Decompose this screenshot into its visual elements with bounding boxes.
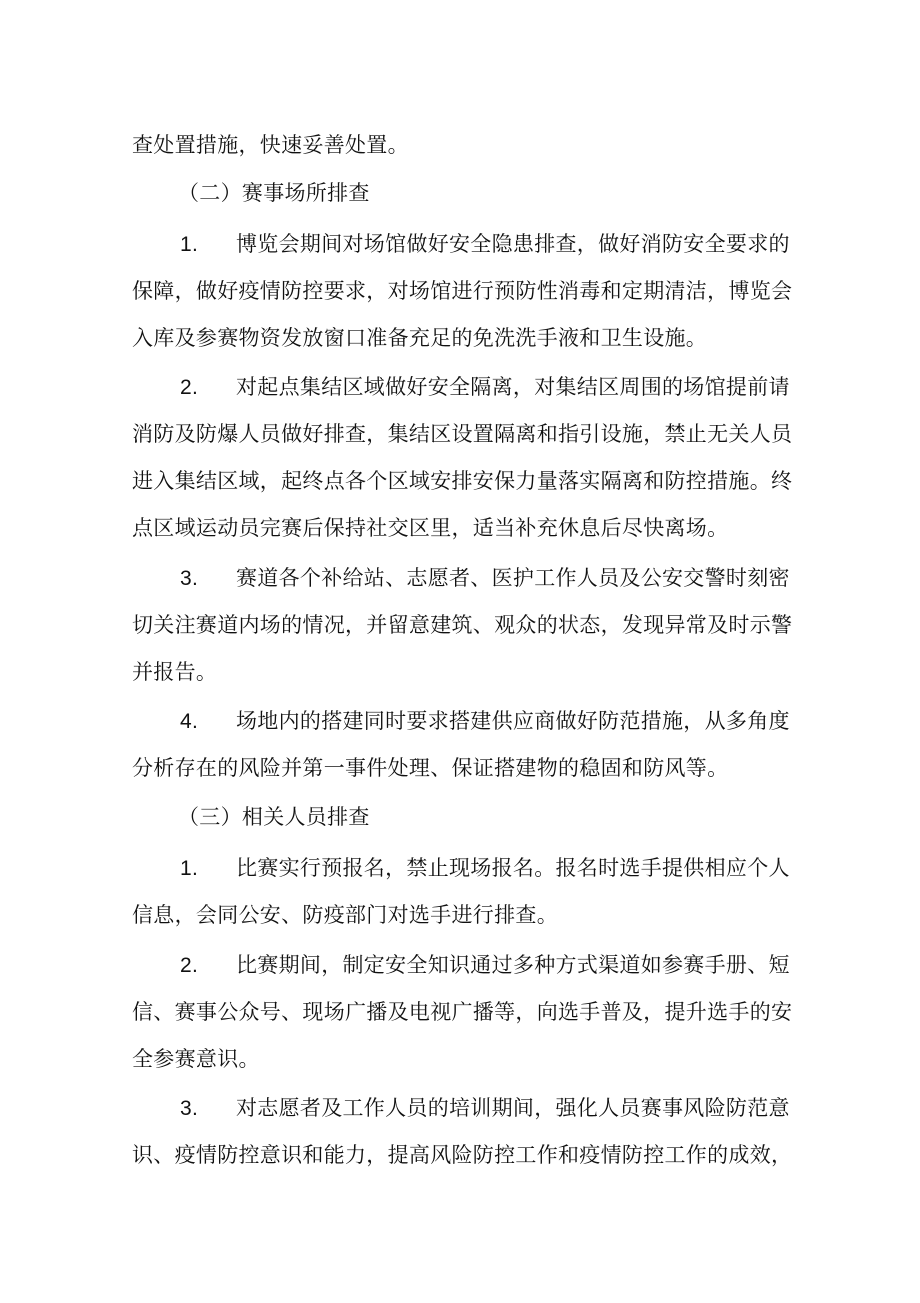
list-item-text-line: 入库及参赛物资发放窗口准备充足的免洗洗手液和卫生设施。 — [132, 326, 708, 350]
list-item-first-line — [180, 372, 790, 403]
list-item-text-line: 信息，会同公安、防疫部门对选手进行排查。 — [132, 903, 558, 927]
list-item-first-line — [180, 1093, 790, 1124]
list-item-text-line: 切关注赛道内场的情况，并留意建筑、观众的状态，发现异常及时示警 — [132, 613, 793, 637]
list-item-text: 场地内的搭建同时要求搭建供应商做好防范措施，从多角度 — [236, 709, 790, 733]
list-item-text-line: 分析存在的风险并第一事件处理、保证搭建物的稳固和防风等。 — [132, 756, 729, 780]
list-item-number: 3. — [180, 567, 199, 590]
list-item-text-line: 进入集结区域，起终点各个区域安排安保力量落实隔离和防控措施。终 — [132, 469, 793, 493]
list-item-number: 4. — [180, 710, 199, 733]
list-item-text-line: 保障，做好疫情防控要求，对场馆进行预防性消毒和定期清洁，博览会 — [132, 279, 793, 303]
section-heading-personnel-inspection: （三）相关人员排查 — [178, 805, 370, 829]
list-item-number: 1. — [180, 233, 199, 256]
list-item-first-line — [180, 229, 790, 260]
list-item-text-line: 并报告。 — [132, 660, 218, 684]
list-item-text-line: 消防及防爆人员做好排查，集结区设置隔离和指引设施，禁止无关人员 — [132, 422, 793, 446]
list-item-number: 2. — [180, 954, 199, 977]
list-item-text-line: 全参赛意识。 — [132, 1047, 260, 1071]
list-item-text: 博览会期间对场馆做好安全隐患排查，做好消防安全要求的 — [236, 232, 790, 256]
list-item-first-line — [180, 706, 790, 737]
list-item-number: 2. — [180, 376, 199, 399]
paragraph-continuation-line: 查处置措施，快速妥善处置。 — [132, 133, 409, 157]
list-item-text-line: 识、疫情防控意识和能力，提高风险防控工作和疫情防控工作的成效， — [132, 1143, 793, 1167]
section-heading-venue-inspection: （二）赛事场所排查 — [178, 181, 370, 205]
list-item-first-line — [180, 950, 790, 981]
list-item-first-line — [180, 853, 790, 884]
list-item-first-line — [180, 563, 790, 594]
list-item-text: 比赛实行预报名，禁止现场报名。报名时选手提供相应个人 — [236, 856, 790, 880]
list-item-text: 赛道各个补给站、志愿者、医护工作人员及公安交警时刻密 — [236, 566, 790, 590]
list-item-number: 1. — [180, 857, 199, 880]
list-item-text: 比赛期间，制定安全知识通过多种方式渠道如参赛手册、短 — [236, 953, 790, 977]
list-item-text: 对起点集结区域做好安全隔离，对集结区周围的场馆提前请 — [236, 375, 790, 399]
list-item-text-line: 点区域运动员完赛后保持社交区里，适当补充休息后尽快离场。 — [132, 516, 729, 540]
list-item-number: 3. — [180, 1097, 199, 1120]
list-item-text: 对志愿者及工作人员的培训期间，强化人员赛事风险防范意 — [236, 1096, 790, 1120]
list-item-text-line: 信、赛事公众号、现场广播及电视广播等，向选手普及，提升选手的安 — [132, 1000, 793, 1024]
